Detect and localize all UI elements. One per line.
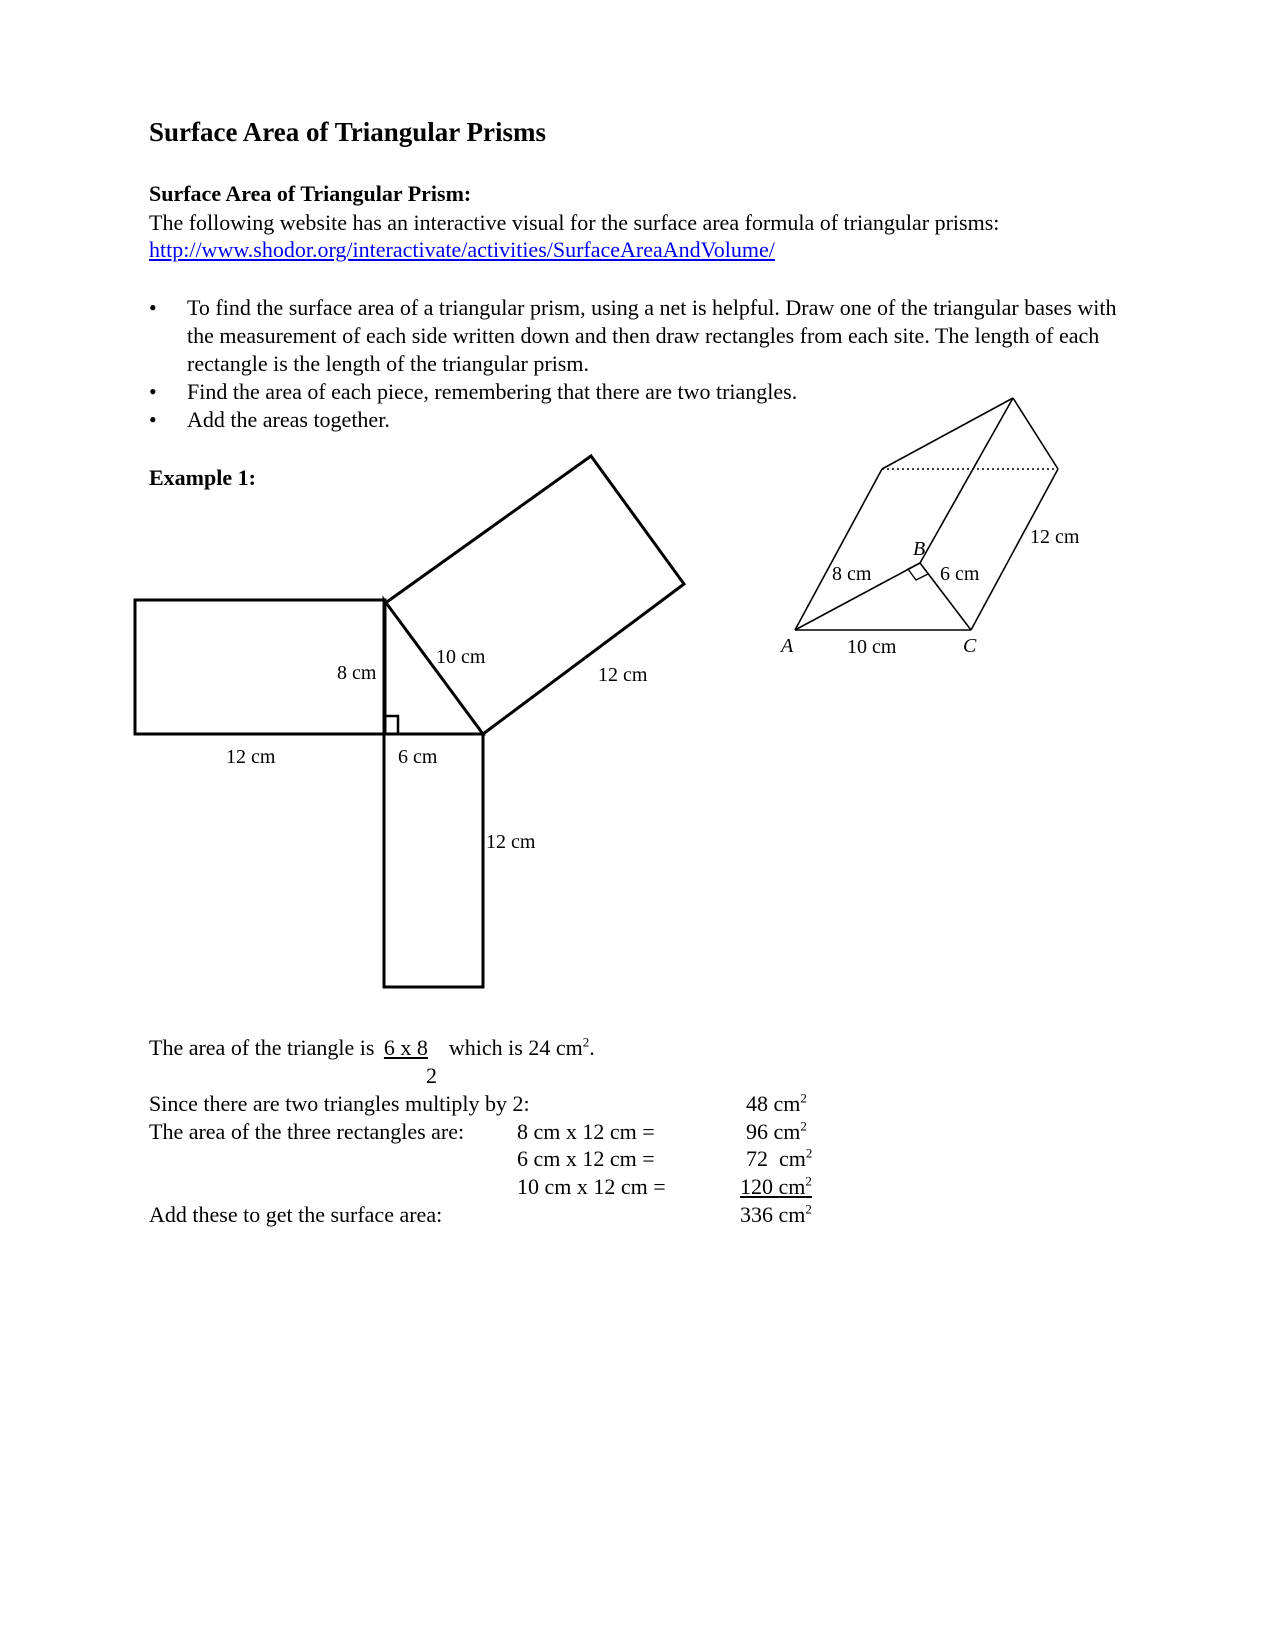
bullet-marker: • bbox=[149, 295, 157, 320]
net-label-triangle-bottom: 6 cm bbox=[398, 746, 438, 768]
rect-row-value: 72 $cm^2$ bbox=[746, 1145, 813, 1171]
prism-vertex-c: C bbox=[963, 635, 977, 657]
sentence-period: . bbox=[589, 1035, 595, 1060]
prism-label-ab: 8 cm bbox=[832, 563, 872, 585]
example-label: Example 1: bbox=[149, 465, 256, 490]
fraction-numerator: 6 x 8 bbox=[383, 1035, 428, 1060]
prism-edge-right-length bbox=[971, 469, 1058, 630]
rect-row-expr: 6 cm x 12 cm = bbox=[517, 1146, 655, 1171]
bullet-text: To find the surface area of a triangular prism, using a net is helpful. Draw one of the triangular bases with the measurement of each side written down and then draw rectangles from each site. The length of each rectangle is the length of the triangular prism. bbox=[187, 295, 1117, 376]
page-title: Surface Area of Triangular Prisms bbox=[149, 117, 546, 147]
prism-right-angle-mark bbox=[908, 563, 928, 580]
prism-top-right-edge bbox=[1013, 398, 1058, 469]
net-label-bottom-rect: 12 cm bbox=[486, 831, 536, 853]
intro-text: The following website has an interactive visual for the surface area formula of triangular prisms: bbox=[149, 210, 1000, 235]
prism-label-length: 12 cm bbox=[1030, 526, 1080, 548]
fraction-denominator: 2 bbox=[426, 1063, 437, 1088]
net-label-left-bottom: 12 cm bbox=[226, 746, 276, 768]
total-label: Add these to get the surface area: bbox=[149, 1202, 443, 1227]
triangle-area-line bbox=[149, 1035, 595, 1061]
unit-exponent: 2 bbox=[582, 1034, 590, 1050]
net-label-vertical: 8 cm bbox=[337, 662, 377, 684]
prism-vertex-a: A bbox=[781, 635, 794, 657]
bullet-marker: • bbox=[149, 379, 157, 404]
total-value: 336 $cm^2$ bbox=[740, 1201, 812, 1227]
rect-row-expr: 8 cm x 12 cm = bbox=[517, 1119, 655, 1144]
section-heading: Surface Area of Triangular Prism: bbox=[149, 181, 472, 206]
bullet-text: Add the areas together. bbox=[187, 407, 390, 432]
rect-row-value: 96 $cm^2$ bbox=[746, 1118, 807, 1144]
shodor-link[interactable]: http://www.shodor.org/interactivate/activities/SurfaceAreaAndVolume/ bbox=[149, 237, 775, 262]
prism-net bbox=[135, 456, 684, 987]
rect-row-value: 120 $cm^2$ bbox=[740, 1173, 812, 1199]
prism-3d bbox=[795, 398, 1058, 630]
prism-label-bc: 6 cm bbox=[940, 563, 980, 585]
prism-vertex-b: B bbox=[913, 538, 926, 560]
net-label-hypotenuse: 10 cm bbox=[436, 646, 486, 668]
net-diagonal-rectangle bbox=[384, 456, 684, 734]
bullet-text: Find the area of each piece, remembering that there are two triangles. bbox=[187, 379, 798, 404]
rect-row-expr: 10 cm x 12 cm = bbox=[517, 1174, 666, 1199]
net-label-diagonal-rect: 12 cm bbox=[598, 664, 648, 686]
triangle-area-prefix: The area of the triangle is bbox=[149, 1035, 375, 1060]
two-triangles-label: Since there are two triangles multiply by 2: bbox=[149, 1091, 530, 1116]
prism-label-ac: 10 cm bbox=[847, 636, 897, 658]
two-triangles-value: 48 $cm^2$ bbox=[746, 1090, 807, 1116]
bullet-marker: • bbox=[149, 407, 157, 432]
net-bottom-rectangle bbox=[384, 734, 483, 987]
triangle-area-suffix: which is 24 cm bbox=[448, 1035, 583, 1060]
rectangles-label: The area of the three rectangles are: bbox=[149, 1119, 465, 1144]
